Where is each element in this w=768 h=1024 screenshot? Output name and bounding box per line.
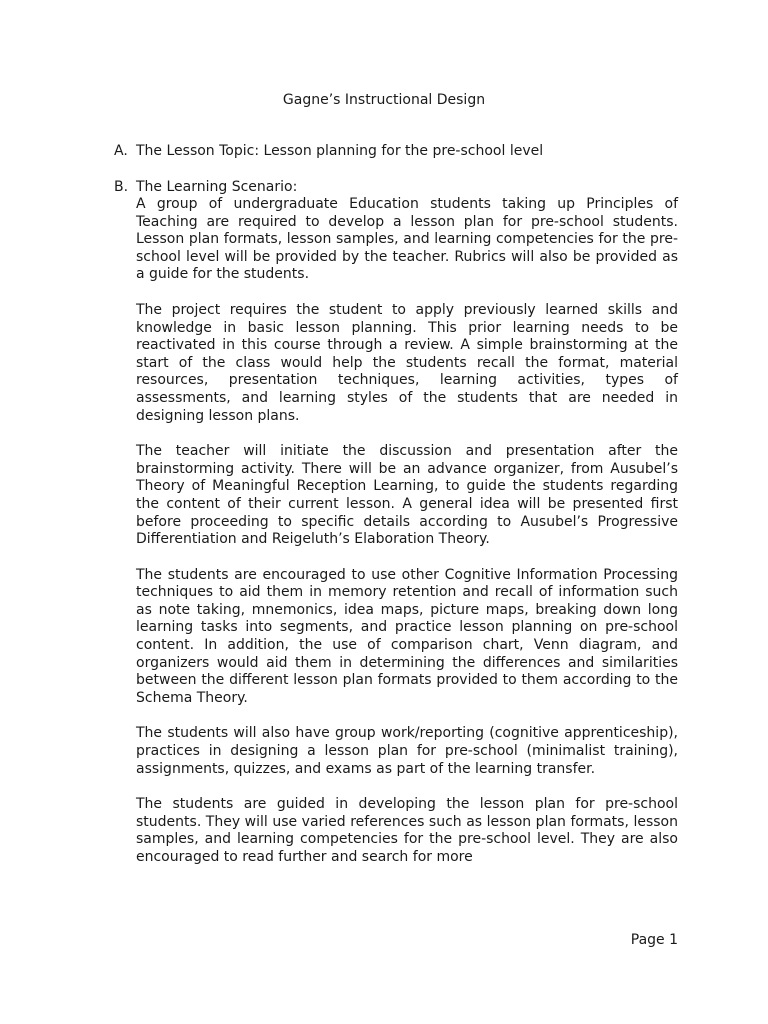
section-b-marker: B. bbox=[114, 179, 129, 195]
page-number: Page 1 bbox=[630, 932, 678, 948]
section-a-heading: The Lesson Topic: Lesson planning for the pre-school level bbox=[136, 143, 544, 159]
section-b bbox=[114, 178, 678, 196]
scenario-paragraph-1: A group of undergraduate Education students taking up Principles of Teaching are required to develop a lesson plan for pre-school students. Lesson plan formats, lesson samples, and learning competencies for the pre-school level will be provided by the teacher. Rubrics will also be provided as a guide for the students. bbox=[136, 196, 678, 283]
section-a-marker: A. bbox=[114, 143, 128, 159]
scenario-paragraph-6: The students are guided in developing the lesson plan for pre-school students. They will use varied references such as lesson plan formats, lesson samples, and learning competencies for the pre-school level. They are also encouraged to read further and search for more bbox=[136, 796, 678, 865]
section-b-heading: The Learning Scenario: bbox=[136, 179, 298, 195]
scenario-paragraph-3: The teacher will initiate the discussion and presentation after the brainstorming activity. There will be an advance organizer, from Ausubel’s Theory of Meaningful Reception Learning, to guide the students regarding the content of their current lesson. A general idea will be presented first before proceeding to specific details according to Ausubel’s Progressive Differentiation and Reigeluth’s Elaboration Theory. bbox=[136, 443, 678, 548]
scenario-paragraph-4: The students are encouraged to use other Cognitive Information Processing techniques to aid them in memory retention and recall of information such as note taking, mnemonics, idea maps, picture maps, breaking down long learning tasks into segments, and practice lesson planning on pre-school content. In addition, the use of comparison chart, Venn diagram, and organizers would aid them in determining the differences and similarities between the different lesson plan formats provided to them according to the Schema Theory. bbox=[136, 566, 678, 706]
section-a bbox=[114, 142, 678, 160]
document-title: Gagne’s Instructional Design bbox=[282, 92, 486, 108]
scenario-paragraph-5: The students will also have group work/reporting (cognitive apprenticeship), practices in designing a lesson plan for pre-school (minimalist training), assignments, quizzes, and exams as part of the learning transfer. bbox=[136, 725, 678, 777]
learning-scenario-body bbox=[114, 196, 678, 867]
scenario-paragraph-2: The project requires the student to apply previously learned skills and knowledge in basic lesson planning. This prior learning needs to be reactivated in this course through a review. A simple brainstorming at the start of the class would help the students recall the format, material resources, presentation techniques, learning activities, types of assessments, and learning styles of the students that are needed in designing lesson plans. bbox=[136, 301, 678, 424]
